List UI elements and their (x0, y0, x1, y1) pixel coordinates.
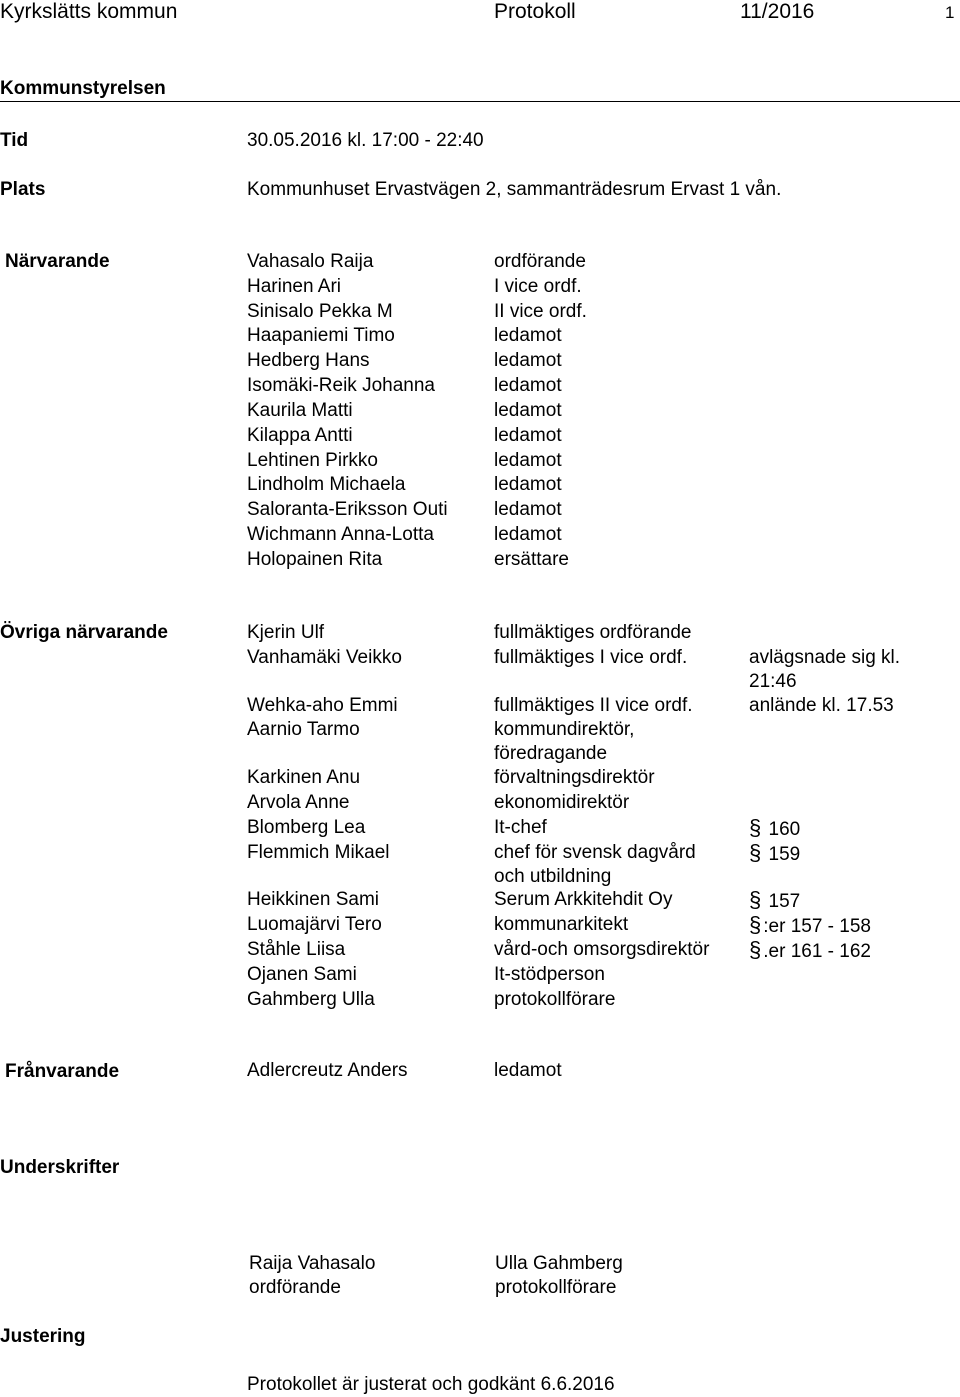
member-name: Saloranta-Eriksson Outi (247, 499, 448, 520)
member-name: Holopainen Rita (247, 549, 383, 570)
page-number: 1 (945, 3, 955, 22)
time-label: Tid (0, 130, 29, 151)
attendee-note (749, 913, 871, 939)
member-role: ledamot (494, 425, 562, 446)
body-name: Kommunstyrelsen (0, 78, 166, 99)
header-rule (0, 101, 960, 102)
member-name: Kaurila Matti (247, 400, 353, 421)
attendee-note-text: avlägsnade sig kl. (749, 646, 901, 668)
attendee-name: Luomajärvi Tero (247, 914, 382, 936)
member-name: Haapaniemi Timo (247, 325, 395, 346)
attendee-name: Gahmberg Ulla (247, 988, 375, 1010)
member-role: ledamot (494, 524, 562, 545)
member-role: ledamot (494, 450, 562, 471)
protocol-number: 11/2016 (740, 0, 815, 23)
attendee-name: Ståhle Liisa (247, 939, 346, 960)
attendee-note (749, 816, 800, 842)
member-role: ledamot (494, 499, 562, 520)
time-value: 30.05.2016 kl. 17:00 - 22:40 (247, 130, 484, 151)
attendee-note (749, 841, 800, 867)
section-sign: § (749, 937, 762, 962)
attendee-note-text: 160 (768, 818, 801, 840)
attendee-name: Aarnio Tarmo (247, 719, 360, 741)
attendee-role: It-chef (494, 816, 547, 838)
review-text: Protokollet är justerat och godkänt 6.6.2016 (247, 1374, 615, 1395)
attendee-name: Heikkinen Sami (247, 889, 379, 911)
document-type: Protokoll (494, 0, 576, 23)
attendee-role-continued: och utbildning (494, 865, 612, 887)
member-role: ordförande (494, 251, 586, 272)
absent-role: ledamot (494, 1060, 562, 1081)
review-label: Justering (0, 1326, 86, 1347)
member-role: II vice ordf. (494, 301, 587, 322)
section-sign: § (749, 887, 762, 913)
member-name: Wichmann Anna-Lotta (247, 524, 434, 545)
attendee-note-continued: 21:46 (749, 670, 797, 692)
member-name: Sinisalo Pekka M (247, 301, 393, 322)
signature-right-role: protokollförare (495, 1277, 617, 1298)
section-sign: § (749, 912, 762, 938)
attendee-role: kommundirektör, (494, 719, 635, 741)
attendee-name: Kjerin Ulf (247, 622, 325, 643)
member-name: Kilappa Antti (247, 425, 353, 446)
attendee-role: chef för svensk dagvård (494, 841, 696, 863)
attendee-role: fullmäktiges II vice ordf. (494, 694, 693, 716)
absent-name: Adlercreutz Anders (247, 1060, 408, 1081)
member-role: ledamot (494, 400, 562, 421)
municipality-name: Kyrkslätts kommun (0, 0, 178, 23)
place-label: Plats (0, 179, 46, 200)
attendee-role-continued: föredragande (494, 743, 608, 765)
attendee-note (749, 694, 894, 718)
attendee-note-text: :er 157 - 158 (763, 916, 871, 938)
present-label: Närvarande (5, 251, 110, 272)
member-role: ledamot (494, 474, 562, 495)
attendee-note (749, 646, 900, 670)
member-name: Isomäki-Reik Johanna (247, 375, 435, 396)
attendee-note (749, 888, 800, 914)
attendee-name: Blomberg Lea (247, 816, 366, 838)
member-name: Harinen Ari (247, 276, 341, 297)
attendee-role: protokollförare (494, 988, 616, 1010)
member-name: Lindholm Michaela (247, 474, 406, 495)
member-name: Hedberg Hans (247, 350, 370, 371)
attendee-name: Arvola Anne (247, 792, 350, 813)
section-sign: § (749, 814, 762, 840)
attendee-note-text: anlände kl. 17.53 (749, 694, 894, 716)
attendee-role: förvaltningsdirektör (494, 767, 655, 789)
attendee-name: Karkinen Anu (247, 767, 361, 789)
member-role: ersättare (494, 549, 569, 570)
member-role: ledamot (494, 350, 562, 371)
attendee-role: kommunarkitekt (494, 914, 629, 936)
attendee-role: fullmäktiges ordförande (494, 622, 692, 643)
attendee-role: ekonomidirektör (494, 792, 630, 813)
attendee-name: Vanhamäki Veikko (247, 646, 402, 668)
attendee-note-text: 157 (768, 891, 801, 913)
attendee-role: vård-och omsorgsdirektör (494, 939, 710, 960)
attendee-name: Wehka-aho Emmi (247, 694, 398, 716)
attendee-role: It-stödperson (494, 963, 605, 985)
attendee-note-text: .er 161 - 162 (763, 941, 871, 962)
signature-right-name: Ulla Gahmberg (495, 1253, 623, 1274)
signature-left-role: ordförande (249, 1277, 341, 1298)
member-role: ledamot (494, 325, 562, 346)
section-sign: § (749, 839, 762, 865)
attendee-note (749, 938, 871, 964)
member-name: Vahasalo Raija (247, 251, 374, 272)
member-role: I vice ordf. (494, 276, 582, 297)
signature-left-name: Raija Vahasalo (249, 1253, 376, 1274)
others-label: Övriga närvarande (0, 622, 168, 643)
attendee-note-text: 159 (768, 843, 801, 865)
attendee-role: Serum Arkkitehdit Oy (494, 889, 673, 911)
attendee-name: Flemmich Mikael (247, 841, 390, 863)
member-name: Lehtinen Pirkko (247, 450, 378, 471)
signatures-label: Underskrifter (0, 1157, 120, 1178)
attendee-role: fullmäktiges I vice ordf. (494, 646, 688, 668)
attendee-name: Ojanen Sami (247, 963, 357, 985)
absent-label: Frånvarande (5, 1061, 120, 1082)
member-role: ledamot (494, 375, 562, 396)
place-value: Kommunhuset Ervastvägen 2, sammanträdesrum Ervast 1 vån. (247, 179, 782, 200)
